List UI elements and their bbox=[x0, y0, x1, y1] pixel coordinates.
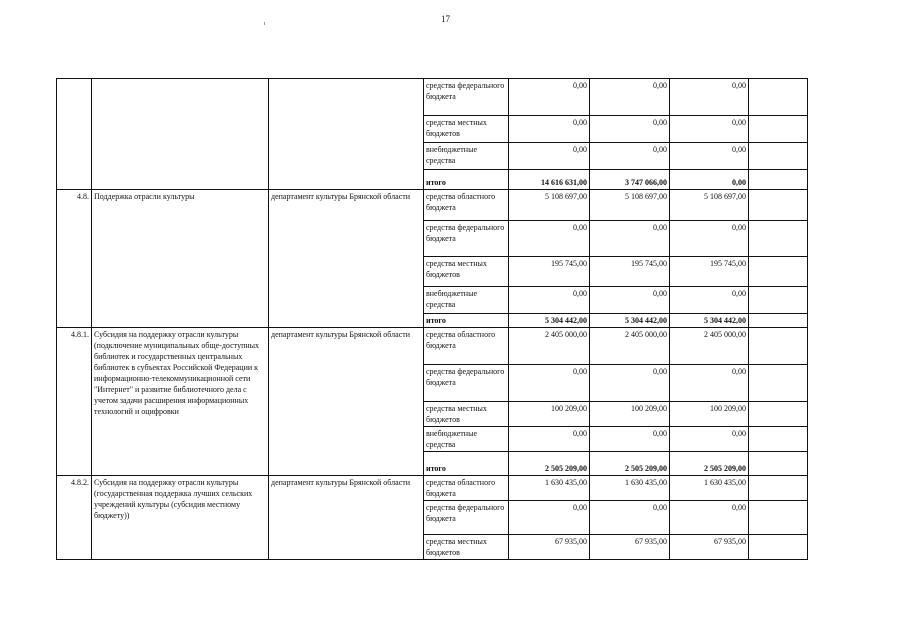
table-row bbox=[57, 476, 808, 501]
amount-cell: 67 935,00 bbox=[590, 535, 670, 560]
funding-source-cell: средства областного бюджета bbox=[424, 476, 509, 501]
amount-cell: 0,00 bbox=[590, 116, 670, 143]
extra-cell bbox=[749, 535, 808, 560]
amount-cell: 5 108 697,00 bbox=[670, 190, 749, 221]
amount-cell: 5 304 442,00 bbox=[670, 314, 749, 328]
amount-cell: 5 108 697,00 bbox=[509, 190, 590, 221]
amount-cell: 0,00 bbox=[590, 143, 670, 170]
extra-cell bbox=[749, 427, 808, 452]
amount-cell: 100 209,00 bbox=[670, 402, 749, 427]
executor-cell bbox=[269, 79, 424, 190]
amount-cell: 0,00 bbox=[670, 116, 749, 143]
item-name-cell: Поддержка отрасли культуры bbox=[92, 190, 269, 328]
funding-source-cell: средства федерального бюджета bbox=[424, 501, 509, 535]
amount-cell: 0,00 bbox=[590, 79, 670, 116]
funding-source-cell: средства областного бюджета bbox=[424, 190, 509, 221]
amount-cell: 3 747 066,00 bbox=[590, 170, 670, 190]
executor-cell: департамент культуры Брянской области bbox=[269, 190, 424, 328]
amount-cell: 2 405 000,00 bbox=[590, 328, 670, 365]
funding-source-cell: итого bbox=[424, 314, 509, 328]
extra-cell bbox=[749, 365, 808, 402]
funding-source-cell: итого bbox=[424, 452, 509, 476]
amount-cell: 0,00 bbox=[509, 287, 590, 314]
amount-cell: 1 630 435,00 bbox=[509, 476, 590, 501]
extra-cell bbox=[749, 328, 808, 365]
amount-cell: 5 304 442,00 bbox=[590, 314, 670, 328]
extra-cell bbox=[749, 257, 808, 287]
table-row bbox=[57, 328, 808, 365]
funding-source-cell: средства местных бюджетов bbox=[424, 116, 509, 143]
extra-cell bbox=[749, 452, 808, 476]
amount-cell: 2 505 209,00 bbox=[509, 452, 590, 476]
amount-cell: 195 745,00 bbox=[509, 257, 590, 287]
amount-cell: 0,00 bbox=[509, 501, 590, 535]
funding-source-cell: внебюджетные средства bbox=[424, 287, 509, 314]
amount-cell: 0,00 bbox=[509, 221, 590, 257]
executor-cell: департамент культуры Брянской области bbox=[269, 328, 424, 476]
amount-cell: 0,00 bbox=[670, 427, 749, 452]
item-code-cell: 4.8.2. bbox=[57, 476, 92, 560]
amount-cell: 195 745,00 bbox=[590, 257, 670, 287]
amount-cell: 5 108 697,00 bbox=[590, 190, 670, 221]
funding-source-cell: итого bbox=[424, 170, 509, 190]
amount-cell: 0,00 bbox=[509, 427, 590, 452]
amount-cell: 0,00 bbox=[509, 143, 590, 170]
amount-cell: 1 630 435,00 bbox=[590, 476, 670, 501]
extra-cell bbox=[749, 221, 808, 257]
item-name-cell bbox=[92, 79, 269, 190]
amount-cell: 2 505 209,00 bbox=[590, 452, 670, 476]
extra-cell bbox=[749, 287, 808, 314]
funding-source-cell: средства федерального бюджета bbox=[424, 221, 509, 257]
extra-cell bbox=[749, 314, 808, 328]
table-row bbox=[57, 190, 808, 221]
funding-source-cell: внебюджетные средства bbox=[424, 143, 509, 170]
table-body bbox=[57, 79, 808, 560]
amount-cell: 2 405 000,00 bbox=[509, 328, 590, 365]
amount-cell: 0,00 bbox=[670, 143, 749, 170]
item-code-cell: 4.8. bbox=[57, 190, 92, 328]
amount-cell: 0,00 bbox=[590, 365, 670, 402]
funding-source-cell: средства местных бюджетов bbox=[424, 257, 509, 287]
extra-cell bbox=[749, 79, 808, 116]
amount-cell: 195 745,00 bbox=[670, 257, 749, 287]
amount-cell: 67 935,00 bbox=[509, 535, 590, 560]
funding-source-cell: средства местных бюджетов bbox=[424, 535, 509, 560]
item-name-cell: Субсидия на поддержку отрасли культуры (подключение муниципальных обще-доступных библиотек и государственных центральных библиотек в субъектах Российской Федерации к информационно-телекоммуникационной сети "Интернет" и развитие библиотечного дела с учетом задачи расширения информационных технологий и оцифровки bbox=[92, 328, 269, 476]
funding-source-cell: внебюджетные средства bbox=[424, 427, 509, 452]
amount-cell: 0,00 bbox=[590, 501, 670, 535]
amount-cell: 0,00 bbox=[590, 427, 670, 452]
extra-cell bbox=[749, 501, 808, 535]
amount-cell: 0,00 bbox=[670, 221, 749, 257]
funding-source-cell: средства федерального бюджета bbox=[424, 365, 509, 402]
amount-cell: 100 209,00 bbox=[590, 402, 670, 427]
amount-cell: 0,00 bbox=[590, 287, 670, 314]
extra-cell bbox=[749, 402, 808, 427]
amount-cell: 0,00 bbox=[670, 365, 749, 402]
extra-cell bbox=[749, 170, 808, 190]
amount-cell: 0,00 bbox=[670, 287, 749, 314]
amount-cell: 67 935,00 bbox=[670, 535, 749, 560]
amount-cell: 100 209,00 bbox=[509, 402, 590, 427]
funding-source-cell: средства федерального бюджета bbox=[424, 79, 509, 116]
amount-cell: 2 505 209,00 bbox=[670, 452, 749, 476]
amount-cell: 2 405 000,00 bbox=[670, 328, 749, 365]
amount-cell: 0,00 bbox=[509, 79, 590, 116]
page-number: 17 bbox=[441, 14, 450, 24]
item-code-cell bbox=[57, 79, 92, 190]
amount-cell: 5 304 442,00 bbox=[509, 314, 590, 328]
amount-cell: 0,00 bbox=[670, 79, 749, 116]
amount-cell: 14 616 631,00 bbox=[509, 170, 590, 190]
extra-cell bbox=[749, 143, 808, 170]
executor-cell: департамент культуры Брянской области bbox=[269, 476, 424, 560]
amount-cell: 0,00 bbox=[590, 221, 670, 257]
amount-cell: 0,00 bbox=[670, 501, 749, 535]
amount-cell: 0,00 bbox=[509, 365, 590, 402]
extra-cell bbox=[749, 476, 808, 501]
budget-table bbox=[56, 78, 808, 560]
funding-source-cell: средства местных бюджетов bbox=[424, 402, 509, 427]
amount-cell: 1 630 435,00 bbox=[670, 476, 749, 501]
item-code-cell: 4.8.1. bbox=[57, 328, 92, 476]
amount-cell: 0,00 bbox=[670, 170, 749, 190]
extra-cell bbox=[749, 116, 808, 143]
scan-mark bbox=[264, 22, 265, 25]
extra-cell bbox=[749, 190, 808, 221]
table-row bbox=[57, 79, 808, 116]
amount-cell: 0,00 bbox=[509, 116, 590, 143]
item-name-cell: Субсидия на поддержку отрасли культуры (государственная поддержка лучших сельских учреждений культуры (субсидия местному бюджету)) bbox=[92, 476, 269, 560]
funding-source-cell: средства областного бюджета bbox=[424, 328, 509, 365]
